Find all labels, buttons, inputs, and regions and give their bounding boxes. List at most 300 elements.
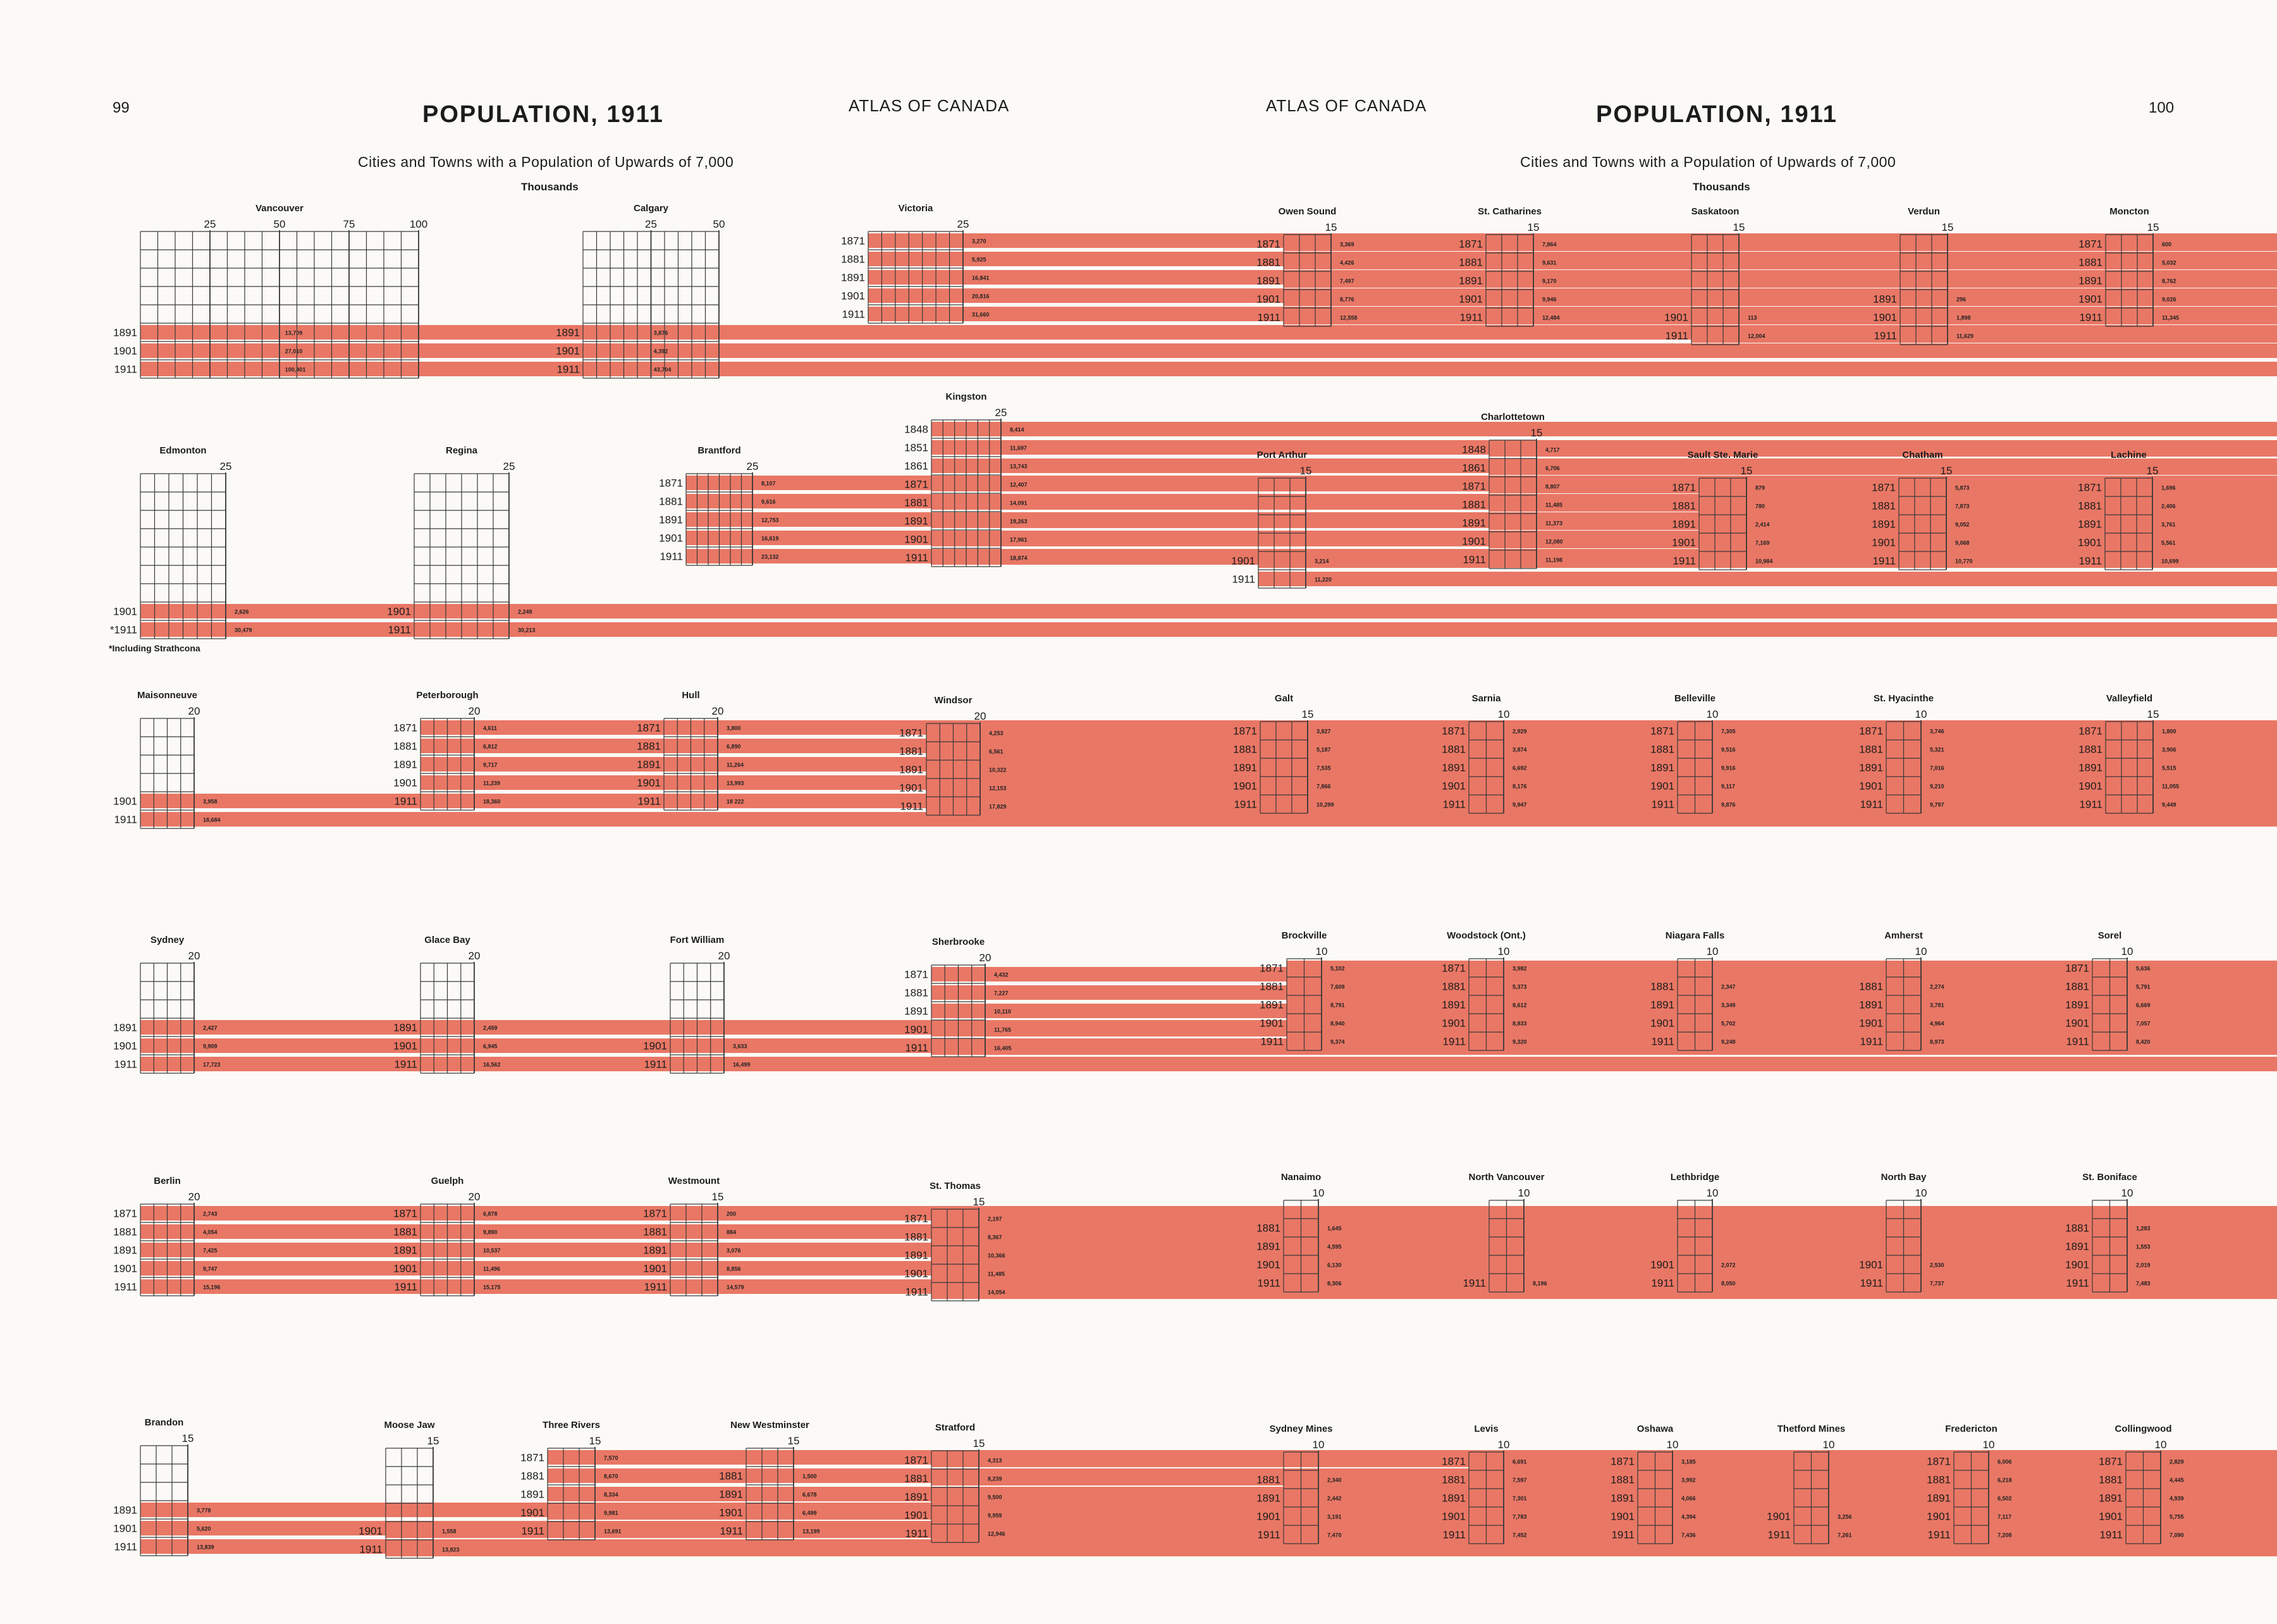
bar [2126, 1454, 2277, 1468]
year-label: 1901 [1611, 1510, 1635, 1523]
city-chart-guelph [376, 1176, 531, 1301]
value-label: 3,778 [197, 1507, 211, 1514]
year-label: 1881 [2078, 256, 2102, 269]
year-label: 1901 [1664, 311, 1688, 324]
year-label: 1911 [905, 551, 928, 564]
value-label: 5,925 [972, 256, 986, 263]
tick-label: 15 [711, 1191, 724, 1203]
value-label: 2,442 [1327, 1495, 1342, 1502]
value-label: 1,558 [442, 1528, 457, 1535]
city-chart-verdun [1856, 207, 2004, 350]
year-label: 1911 [2066, 1277, 2089, 1289]
chart-title: Sherbrooke [931, 937, 985, 947]
year-label: 1901 [113, 1522, 137, 1535]
value-label: 5,321 [1930, 746, 1944, 753]
bar [2126, 1509, 2277, 1523]
city-chart-st-thomas [887, 1181, 1036, 1306]
city-chart-st-catharines [1442, 207, 1590, 331]
year-label: 1881 [2065, 1222, 2089, 1234]
value-label: 3,191 [1327, 1513, 1342, 1520]
bar [2126, 1472, 2277, 1487]
year-label: 1881 [2065, 980, 2089, 993]
year-label: 1901 [1859, 1258, 1883, 1271]
year-label: 1891 [904, 1005, 928, 1018]
year-label: 1901 [1442, 1017, 1466, 1030]
value-label: 7,864 [1542, 241, 1557, 248]
value-label: 3,906 [2162, 746, 2176, 753]
value-label: 2,929 [1513, 728, 1527, 735]
year-label: 1891 [1859, 761, 1883, 774]
city-chart-calgary [539, 204, 776, 383]
bar [583, 362, 2277, 376]
value-label: 200 [727, 1210, 737, 1217]
city-chart-st-boniface [2048, 1172, 2184, 1297]
value-label: 7,452 [1513, 1532, 1527, 1539]
city-chart-brandon [96, 1418, 245, 1561]
year-label: 1871 [2065, 962, 2089, 975]
year-label: 1871 [899, 727, 923, 739]
year-label: 1901 [113, 1040, 137, 1052]
year-label: 1891 [2078, 761, 2102, 774]
value-label: 4,611 [483, 725, 498, 732]
chart-title: Sorel [2097, 930, 2122, 941]
year-label: 1911 [644, 1281, 667, 1293]
chart-footnote: *Including Strathcona [109, 643, 200, 653]
value-label: 9,026 [2162, 296, 2176, 303]
bar [2126, 1491, 2277, 1505]
year-label: 1891 [904, 1491, 928, 1503]
year-label: 1901 [2099, 1510, 2123, 1523]
value-label: 1,898 [1956, 314, 1971, 321]
value-label: 6,218 [1998, 1477, 2012, 1484]
year-label: 1871 [1233, 725, 1257, 737]
chart-svg [626, 1176, 775, 1301]
tick-label: 15 [2146, 465, 2159, 477]
value-label: 9,449 [2162, 801, 2176, 808]
year-label: 1911 [905, 1286, 928, 1298]
bar [2126, 1527, 2277, 1542]
year-label: 1871 [841, 235, 865, 247]
year-label: 1881 [1260, 980, 1284, 993]
city-chart-valleyfield [2061, 694, 2210, 818]
year-label: 1891 [2065, 999, 2089, 1011]
year-label: 1911 [1672, 555, 1696, 567]
chart-title: Verdun [1908, 206, 1940, 217]
city-chart-north-vancouver [1445, 1172, 1581, 1297]
year-label: 1901 [1872, 536, 1896, 549]
chart-svg [887, 1181, 1036, 1306]
year-label: 1891 [1611, 1492, 1635, 1504]
value-label: 3,982 [1513, 965, 1527, 972]
year-label: 1901 [899, 782, 923, 794]
city-chart-brantford [642, 446, 809, 570]
year-label: 1911 [114, 1281, 137, 1293]
city-chart-sarnia [1425, 694, 1561, 818]
year-label: 1901 [1256, 293, 1280, 305]
value-label: 7,866 [1316, 783, 1331, 790]
value-label: 7,425 [203, 1247, 218, 1254]
value-label: 9,052 [1955, 521, 1970, 528]
year-label: 1881 [1650, 743, 1674, 756]
value-label: 3,256 [1838, 1513, 1852, 1520]
value-label: 16,619 [761, 535, 779, 542]
city-chart-lethbridge [1633, 1172, 1769, 1297]
chart-svg [96, 1418, 245, 1561]
year-label: 1891 [1442, 1492, 1466, 1504]
year-label: 1911 [1442, 798, 1466, 811]
value-label: 5,873 [1955, 484, 1970, 491]
value-label: 13,823 [442, 1546, 460, 1553]
chart-svg [2061, 207, 2210, 331]
city-chart-oshawa [1593, 1424, 1729, 1549]
year-label: 1911 [842, 308, 865, 321]
chart-svg [503, 1420, 652, 1545]
year-label: 1891 [2078, 518, 2102, 531]
year-label: 1851 [904, 441, 928, 454]
tick-label: 10 [2154, 1439, 2167, 1451]
value-label: 13,709 [285, 329, 303, 336]
tick-label: 15 [973, 1196, 985, 1208]
value-label: 2,197 [988, 1215, 1002, 1222]
year-label: 1871 [1927, 1455, 1951, 1468]
year-label: 1901 [904, 1023, 928, 1036]
bar [2105, 553, 2277, 568]
chart-title: Thetford Mines [1777, 1424, 1846, 1434]
value-label: 8,940 [1330, 1020, 1345, 1027]
value-label: 4,426 [1340, 259, 1354, 266]
bar [414, 604, 2277, 618]
city-chart-galt [1216, 694, 1365, 818]
value-label: 23,132 [761, 553, 779, 560]
value-label: 7,497 [1340, 278, 1354, 285]
value-label: 6,692 [1513, 765, 1527, 772]
value-label: 6,130 [1327, 1262, 1342, 1269]
value-label: 9,959 [988, 1512, 1002, 1519]
tick-label: 20 [188, 705, 200, 717]
chart-svg [96, 446, 283, 658]
year-label: 1901 [113, 795, 137, 808]
value-label: 16,499 [733, 1061, 751, 1068]
value-label: 9,170 [1542, 278, 1557, 285]
year-label: 1881 [904, 496, 928, 509]
chart-svg [1633, 694, 1769, 818]
value-label: 7,057 [2136, 1020, 2151, 1027]
year-label: 1911 [1665, 329, 1688, 342]
chart-svg [1425, 931, 1561, 1055]
year-label: 1901 [393, 1040, 417, 1052]
value-label: 9,374 [1330, 1038, 1345, 1045]
year-label: 1871 [659, 477, 683, 489]
value-label: 7,208 [1998, 1532, 2012, 1539]
year-label: 1911 [2066, 1035, 2089, 1048]
tick-label: 20 [711, 705, 724, 717]
year-label: 1911 [905, 1042, 928, 1054]
value-label: 7,090 [2170, 1532, 2184, 1539]
value-label: 2,340 [1327, 1477, 1342, 1484]
year-label: 1871 [1256, 238, 1280, 250]
year-label: 1871 [2078, 238, 2102, 250]
tick-label: 25 [957, 218, 969, 230]
year-label: 1901 [904, 1267, 928, 1280]
value-label: 3,076 [727, 1247, 741, 1254]
value-label: 5,373 [1513, 983, 1527, 990]
city-chart-nanaimo [1239, 1172, 1375, 1297]
year-label: 1911 [1860, 1035, 1883, 1048]
page-title-left: POPULATION, 1911 [422, 101, 664, 128]
year-label: 1861 [904, 460, 928, 472]
units-label-right: Thousands [1693, 181, 1750, 193]
tick-label: 25 [645, 218, 657, 230]
city-chart-sorel [2048, 931, 2184, 1055]
year-label: 1881 [904, 987, 928, 999]
value-label: 8,807 [1545, 483, 1560, 490]
chart-title: Brockville [1281, 930, 1327, 941]
chart-title: St. Boniface [2082, 1172, 2137, 1183]
value-label: 7,873 [1955, 503, 1970, 510]
bar [2105, 498, 2277, 513]
value-label: 3,800 [727, 725, 741, 732]
chart-svg [642, 446, 809, 570]
value-label: 10,699 [2161, 558, 2179, 565]
chart-svg [370, 446, 566, 644]
city-chart-lachine [2061, 450, 2209, 575]
year-label: 1881 [1442, 980, 1466, 993]
tick-label: 15 [1527, 221, 1540, 233]
value-label: 1,800 [2162, 728, 2176, 735]
value-label: 8,239 [988, 1475, 1002, 1482]
value-label: 11,055 [2162, 783, 2180, 790]
atlas-title-right: ATLAS OF CANADA [1266, 96, 1427, 115]
tick-label: 20 [468, 705, 481, 717]
year-label: 1881 [1256, 1473, 1280, 1486]
value-label: 14,091 [1010, 500, 1028, 507]
bar [2092, 1221, 2277, 1235]
value-label: 9,210 [1930, 783, 1944, 790]
chart-title: Fredericton [1945, 1424, 1998, 1434]
value-label: 4,595 [1327, 1243, 1342, 1250]
bar [2106, 255, 2277, 269]
value-label: 9,068 [1955, 539, 1970, 546]
value-label: 3,214 [1315, 558, 1329, 565]
chart-svg [1647, 207, 1796, 350]
subtitle-right: Cities and Towns with a Population of Upwards of 7,000 [1520, 154, 1896, 170]
city-chart-levis [1425, 1424, 1561, 1549]
chart-title: Galt [1274, 693, 1294, 704]
year-label: 1891 [1859, 999, 1883, 1011]
value-label: 12,558 [1340, 314, 1358, 321]
year-label: 1891 [1442, 999, 1466, 1011]
year-label: 1911 [388, 624, 411, 636]
page-number-right: 100 [2149, 99, 2175, 116]
grid [1258, 477, 1306, 588]
year-label: 1881 [1927, 1473, 1951, 1486]
year-label: 1901 [387, 605, 411, 618]
year-label: 1901 [643, 1262, 667, 1275]
bar [2106, 310, 2277, 324]
year-label: 1901 [1231, 555, 1255, 567]
year-label: 1891 [1650, 999, 1674, 1011]
value-label: 9,717 [483, 761, 498, 768]
value-label: 18,684 [203, 816, 221, 823]
year-label: 1911 [905, 1527, 928, 1540]
year-label: 1891 [899, 763, 923, 776]
year-label: 1891 [2099, 1492, 2123, 1504]
value-label: 19,263 [1010, 518, 1028, 525]
year-label: 1901 [1859, 780, 1883, 792]
year-label: 1901 [1767, 1510, 1791, 1523]
value-label: 4,253 [989, 730, 1003, 737]
bar [2092, 1016, 2277, 1030]
chart-title: Lethbridge [1670, 1172, 1720, 1183]
value-label: 8,420 [2136, 1038, 2151, 1045]
grid [670, 962, 724, 1073]
year-label: 1901 [520, 1506, 544, 1519]
city-chart-peterborough [376, 691, 531, 815]
value-label: 8,776 [1340, 296, 1354, 303]
year-label: 1891 [1462, 517, 1486, 529]
value-label: 11,345 [2162, 314, 2180, 321]
year-label: 1891 [393, 758, 417, 771]
value-label: 11,198 [1545, 557, 1563, 563]
city-chart-niagara-falls [1633, 931, 1769, 1055]
value-label: 2,406 [2161, 503, 2176, 510]
value-label: 16,405 [994, 1045, 1012, 1052]
bar [2092, 979, 2277, 993]
grid [1900, 233, 1948, 345]
year-label: 1891 [1256, 1240, 1280, 1253]
value-label: 9,117 [1721, 783, 1736, 790]
year-label: 1881 [2078, 500, 2102, 512]
value-label: 3,827 [1316, 728, 1331, 735]
bar [2106, 797, 2277, 811]
chart-svg [887, 392, 1058, 572]
year-label: 1901 [1672, 536, 1696, 549]
value-label: 2,427 [203, 1024, 218, 1031]
year-label: 1891 [841, 271, 865, 284]
year-label: 1901 [1256, 1258, 1280, 1271]
value-label: 4,964 [1930, 1020, 1944, 1027]
subtitle-left: Cities and Towns with a Population of Upwards of 7,000 [358, 154, 734, 170]
year-label: 1891 [1927, 1492, 1951, 1504]
value-label: 7,261 [1838, 1532, 1852, 1539]
tick-label: 10 [1315, 945, 1328, 957]
year-label: 1881 [904, 1231, 928, 1243]
value-label: 10,770 [1955, 558, 1973, 565]
value-label: 30,213 [518, 627, 536, 634]
value-label: 3,185 [1681, 1458, 1696, 1465]
year-label: 1848 [1462, 443, 1486, 456]
value-label: 13,743 [1010, 463, 1028, 470]
tick-label: 15 [1733, 221, 1745, 233]
year-label: 1911 [1234, 798, 1257, 811]
tick-label: 15 [2147, 708, 2159, 720]
value-label: 7,227 [994, 990, 1009, 997]
city-chart-owen-sound [1239, 207, 1388, 331]
value-label: 4,313 [988, 1457, 1002, 1464]
year-label: 1871 [393, 722, 417, 734]
chart-title: Calgary [633, 203, 669, 214]
city-chart-kingston [887, 392, 1058, 572]
city-chart-sherbrooke [887, 937, 1042, 1062]
chart-title: Maisonneuve [137, 690, 198, 701]
year-label: 1881 [393, 740, 417, 753]
units-label-left: Thousands [521, 181, 579, 193]
year-label: 1881 [841, 253, 865, 266]
tick-label: 15 [1530, 427, 1543, 439]
year-label: 1911 [1257, 1529, 1280, 1541]
chart-title: Charlottetown [1481, 412, 1545, 422]
grid [140, 717, 194, 828]
value-label: 8,367 [988, 1234, 1002, 1241]
value-label: 884 [727, 1229, 737, 1236]
year-label: 1881 [899, 745, 923, 758]
city-chart-berlin [96, 1176, 251, 1301]
year-label: 1901 [637, 777, 661, 789]
chart-svg [376, 935, 531, 1078]
tick-label: 20 [979, 952, 991, 964]
year-label: 1911 [1459, 311, 1483, 324]
year-label: 1911 [1860, 1277, 1883, 1289]
city-chart-three-rivers [503, 1420, 652, 1545]
tick-label: 10 [1706, 1187, 1719, 1199]
value-label: 7,436 [1681, 1532, 1696, 1539]
value-label: 6,890 [727, 743, 741, 750]
chart-title: Guelph [431, 1176, 464, 1186]
year-label: 1911 [521, 1525, 544, 1537]
tick-label: 15 [1325, 221, 1337, 233]
year-label: 1911 [2079, 798, 2102, 811]
bar [2092, 1257, 2277, 1272]
chart-title: Westmount [668, 1176, 720, 1186]
city-chart-windsor [882, 696, 1037, 820]
year-label: 1911 [1767, 1529, 1791, 1541]
chart-svg [96, 1176, 251, 1301]
year-label: 1891 [643, 1244, 667, 1257]
chart-title: Hull [682, 690, 700, 701]
tick-label: 10 [2121, 1187, 2133, 1199]
chart-title: Niagara Falls [1665, 930, 1725, 941]
value-label: 8,612 [1513, 1002, 1527, 1009]
chart-svg [702, 1420, 850, 1545]
year-label: 1901 [359, 1525, 383, 1537]
value-label: 9,320 [1513, 1038, 1527, 1045]
value-label: 113 [1748, 314, 1757, 321]
value-label: 8,762 [2162, 278, 2176, 285]
year-label: 1871 [1442, 962, 1466, 975]
value-label: 7,169 [1755, 539, 1770, 546]
value-label: 31,660 [972, 311, 990, 318]
value-label: 7,470 [1327, 1532, 1342, 1539]
chart-svg [341, 1420, 490, 1563]
tick-label: 10 [2121, 945, 2133, 957]
year-label: 1871 [1442, 725, 1466, 737]
year-label: 1871 [1872, 481, 1896, 494]
value-label: 2,743 [203, 1210, 218, 1217]
value-label: 11,485 [988, 1270, 1005, 1277]
bar [2106, 778, 2277, 793]
value-label: 2,274 [1930, 983, 1944, 990]
value-label: 8,107 [761, 480, 776, 487]
city-chart-vancouver [96, 204, 476, 383]
chart-svg [1442, 207, 1590, 331]
tick-label: 15 [973, 1437, 985, 1449]
year-label: 1911 [114, 363, 137, 376]
year-label: 1901 [113, 345, 137, 357]
city-chart-hull [620, 691, 775, 815]
year-label: 1871 [2078, 481, 2102, 494]
grid [140, 962, 194, 1073]
year-label: 1848 [904, 423, 928, 436]
